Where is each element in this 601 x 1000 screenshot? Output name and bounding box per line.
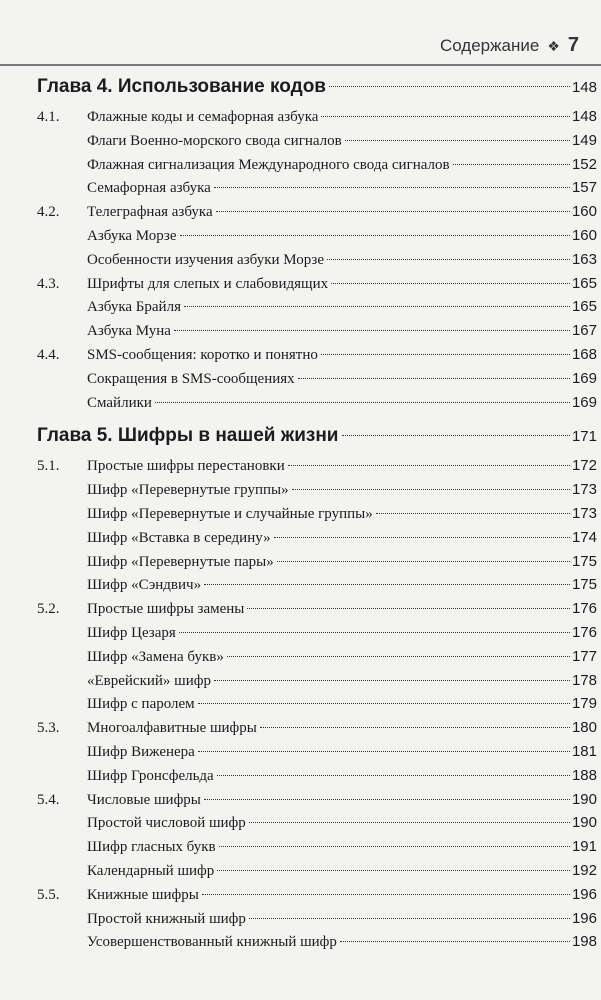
dot-leader xyxy=(321,354,570,355)
dot-leader xyxy=(277,561,570,562)
toc-section-entry[interactable] xyxy=(37,886,597,910)
toc-section-entry[interactable] xyxy=(37,203,597,227)
entry-page-number: 179 xyxy=(571,695,597,713)
section-number: 4.2. xyxy=(37,204,60,221)
entry-title: Шифр Гронсфельда xyxy=(87,767,214,784)
page-number: 7 xyxy=(567,34,579,56)
dot-leader xyxy=(227,656,570,657)
toc-subsection-entry[interactable] xyxy=(37,322,597,346)
entry-title: Шифр «Замена букв» xyxy=(87,648,224,665)
entry-title: Шифр «Перевернутые и случайные группы» xyxy=(87,505,373,522)
section-number: 4.3. xyxy=(37,275,60,292)
entry-title: Простой числовой шифр xyxy=(87,815,246,832)
header-rule xyxy=(0,64,601,66)
entry-page-number: 160 xyxy=(571,226,597,244)
entry-page-number: 196 xyxy=(571,885,597,903)
entry-page-number: 173 xyxy=(571,504,597,522)
entry-title: Азбука Морзе xyxy=(87,227,177,244)
entry-title: Шифр «Вставка в середину» xyxy=(87,529,271,546)
dot-leader xyxy=(274,537,570,538)
toc-section-entry[interactable] xyxy=(37,791,597,815)
toc-subsection-entry[interactable] xyxy=(37,743,597,767)
entry-title: Шрифты для слепых и слабовидящих xyxy=(87,275,329,292)
toc-subsection-entry[interactable] xyxy=(37,624,597,648)
entry-page-number: 175 xyxy=(571,552,597,570)
entry-title: Азбука Муна xyxy=(87,323,171,340)
dot-leader xyxy=(179,632,570,633)
entry-title: Флаги Военно-морского свода сигналов xyxy=(87,132,342,149)
toc-subsection-entry[interactable] xyxy=(37,648,597,672)
entry-page-number: 181 xyxy=(571,742,597,760)
section-number: 5.1. xyxy=(37,458,60,475)
toc-section-entry[interactable] xyxy=(37,457,597,481)
entry-page-number: 165 xyxy=(571,298,597,316)
dot-leader xyxy=(298,378,570,379)
entry-title: Особенности изучения азбуки Морзе xyxy=(87,251,324,268)
toc-chapter-heading[interactable] xyxy=(37,76,597,108)
dot-leader xyxy=(180,235,570,236)
chapter-title: Глава 5. Шифры в нашей жизни xyxy=(37,425,339,447)
entry-page-number: 172 xyxy=(571,457,597,475)
dot-leader xyxy=(345,140,570,141)
entry-page-number: 177 xyxy=(571,647,597,665)
dot-leader xyxy=(214,680,570,681)
toc-subsection-entry[interactable] xyxy=(37,529,597,553)
toc-section-entry[interactable] xyxy=(37,719,597,743)
entry-page-number: 160 xyxy=(571,203,597,221)
entry-title: Шифр «Перевернутые пары» xyxy=(87,553,274,570)
section-number: 5.5. xyxy=(37,886,60,903)
entry-title: Сокращения в SMS-сообщениях xyxy=(87,370,295,387)
dot-leader xyxy=(329,86,570,87)
toc-subsection-entry[interactable] xyxy=(37,227,597,251)
entry-page-number: 192 xyxy=(571,861,597,879)
entry-page-number: 173 xyxy=(571,481,597,499)
dot-leader xyxy=(217,775,570,776)
toc-subsection-entry[interactable] xyxy=(37,370,597,394)
chapter-page-number: 171 xyxy=(571,428,597,446)
entry-page-number: 180 xyxy=(571,719,597,737)
entry-title: «Еврейский» шифр xyxy=(87,672,211,689)
section-number: 5.2. xyxy=(37,601,60,618)
ornament-diamond-icon: ❖ xyxy=(547,38,560,54)
entry-page-number: 176 xyxy=(571,600,597,618)
toc-subsection-entry[interactable] xyxy=(37,156,597,180)
entry-title: Флажная сигнализация Международного свода сигналов xyxy=(87,156,450,173)
dot-leader xyxy=(376,513,570,514)
section-number: 4.4. xyxy=(37,346,60,363)
entry-title: Шифр с паролем xyxy=(87,696,195,713)
toc-subsection-entry[interactable] xyxy=(37,298,597,322)
section-number: 5.3. xyxy=(37,720,60,737)
entry-page-number: 198 xyxy=(571,933,597,951)
dot-leader xyxy=(214,187,570,188)
toc-subsection-entry[interactable] xyxy=(37,672,597,696)
dot-leader xyxy=(342,435,570,436)
running-header xyxy=(440,34,579,57)
dot-leader xyxy=(217,870,570,871)
entry-title: Флажные коды и семафорная азбука xyxy=(87,109,319,125)
dot-leader xyxy=(331,283,570,284)
toc-subsection-entry[interactable] xyxy=(37,132,597,156)
toc-subsection-entry[interactable] xyxy=(37,933,597,957)
entry-title: Шифр «Перевернутые группы» xyxy=(87,482,289,499)
toc-subsection-entry[interactable] xyxy=(37,695,597,719)
toc-subsection-entry[interactable] xyxy=(37,862,597,886)
toc-subsection-entry[interactable] xyxy=(37,838,597,862)
dot-leader xyxy=(204,799,570,800)
entry-title: Шифр гласных букв xyxy=(87,839,216,856)
toc-subsection-entry[interactable] xyxy=(37,505,597,529)
entry-title: Книжные шифры xyxy=(87,886,199,903)
entry-page-number: 148 xyxy=(571,108,597,125)
section-number: 5.4. xyxy=(37,791,60,808)
dot-leader xyxy=(184,306,570,307)
entry-title: Усовершенствованный книжный шифр xyxy=(87,934,337,951)
toc-chapter-heading[interactable] xyxy=(37,425,597,457)
entry-title: Простой книжный шифр xyxy=(87,910,246,927)
chapter-title: Глава 4. Использование кодов xyxy=(37,76,326,97)
entry-page-number: 176 xyxy=(571,623,597,641)
entry-page-number: 169 xyxy=(571,369,597,387)
entry-title: SMS-сообщения: коротко и понятно xyxy=(87,346,318,363)
toc-section-entry[interactable] xyxy=(37,108,597,132)
entry-title: Многоалфавитные шифры xyxy=(87,720,257,737)
dot-leader xyxy=(249,918,570,919)
entry-title: Семафорная азбука xyxy=(87,180,211,197)
entry-page-number: 167 xyxy=(571,322,597,340)
entry-page-number: 149 xyxy=(571,131,597,149)
dot-leader xyxy=(453,164,570,165)
chapter-page-number: 148 xyxy=(571,79,597,96)
toc-subsection-entry[interactable] xyxy=(37,481,597,505)
entry-title: Простые шифры замены xyxy=(87,601,245,618)
entry-page-number: 188 xyxy=(571,766,597,784)
entry-page-number: 191 xyxy=(571,838,597,856)
toc-subsection-entry[interactable] xyxy=(37,767,597,791)
entry-page-number: 168 xyxy=(571,345,597,363)
toc-section-entry[interactable] xyxy=(37,600,597,624)
dot-leader xyxy=(204,584,570,585)
dot-leader xyxy=(174,330,570,331)
toc-section-entry[interactable] xyxy=(37,275,597,299)
toc-subsection-entry[interactable] xyxy=(37,814,597,838)
dot-leader xyxy=(292,489,570,490)
entry-title: Телеграфная азбука xyxy=(87,204,213,221)
entry-title: Простые шифры перестановки xyxy=(87,458,285,475)
entry-page-number: 178 xyxy=(571,671,597,689)
dot-leader xyxy=(340,941,570,942)
entry-page-number: 169 xyxy=(571,393,597,411)
dot-leader xyxy=(327,259,570,260)
toc-subsection-entry[interactable] xyxy=(37,553,597,577)
entry-title: Шифр «Сэндвич» xyxy=(87,577,202,594)
toc-subsection-entry[interactable] xyxy=(37,394,597,418)
dot-leader xyxy=(247,608,570,609)
entry-page-number: 152 xyxy=(571,155,597,173)
entry-title: Числовые шифры xyxy=(87,791,201,808)
section-number: 4.1. xyxy=(37,109,60,125)
running-header-title: Содержание xyxy=(439,36,540,55)
dot-leader xyxy=(216,211,570,212)
entry-title: Азбука Брайля xyxy=(87,299,181,316)
entry-title: Шифр Виженера xyxy=(87,743,195,760)
toc-subsection-entry[interactable] xyxy=(37,251,597,275)
entry-page-number: 165 xyxy=(571,274,597,292)
entry-title: Шифр Цезаря xyxy=(87,624,176,641)
entry-page-number: 163 xyxy=(571,250,597,268)
entry-page-number: 157 xyxy=(571,179,597,197)
toc-subsection-entry[interactable] xyxy=(37,179,597,203)
entry-page-number: 190 xyxy=(571,790,597,808)
dot-leader xyxy=(288,465,570,466)
dot-leader xyxy=(198,751,570,752)
entry-page-number: 174 xyxy=(571,528,597,546)
dot-leader xyxy=(219,846,570,847)
dot-leader xyxy=(202,894,570,895)
entry-page-number: 175 xyxy=(571,576,597,594)
toc-subsection-entry[interactable] xyxy=(37,910,597,934)
table-of-contents xyxy=(37,76,597,957)
dot-leader xyxy=(249,822,570,823)
dot-leader xyxy=(321,116,570,117)
toc-subsection-entry[interactable] xyxy=(37,576,597,600)
entry-title: Календарный шифр xyxy=(87,862,215,879)
entry-title: Смайлики xyxy=(87,394,152,411)
toc-section-entry[interactable] xyxy=(37,346,597,370)
dot-leader xyxy=(260,727,570,728)
dot-leader xyxy=(198,703,570,704)
entry-page-number: 196 xyxy=(571,909,597,927)
entry-page-number: 190 xyxy=(571,814,597,832)
dot-leader xyxy=(155,402,570,403)
